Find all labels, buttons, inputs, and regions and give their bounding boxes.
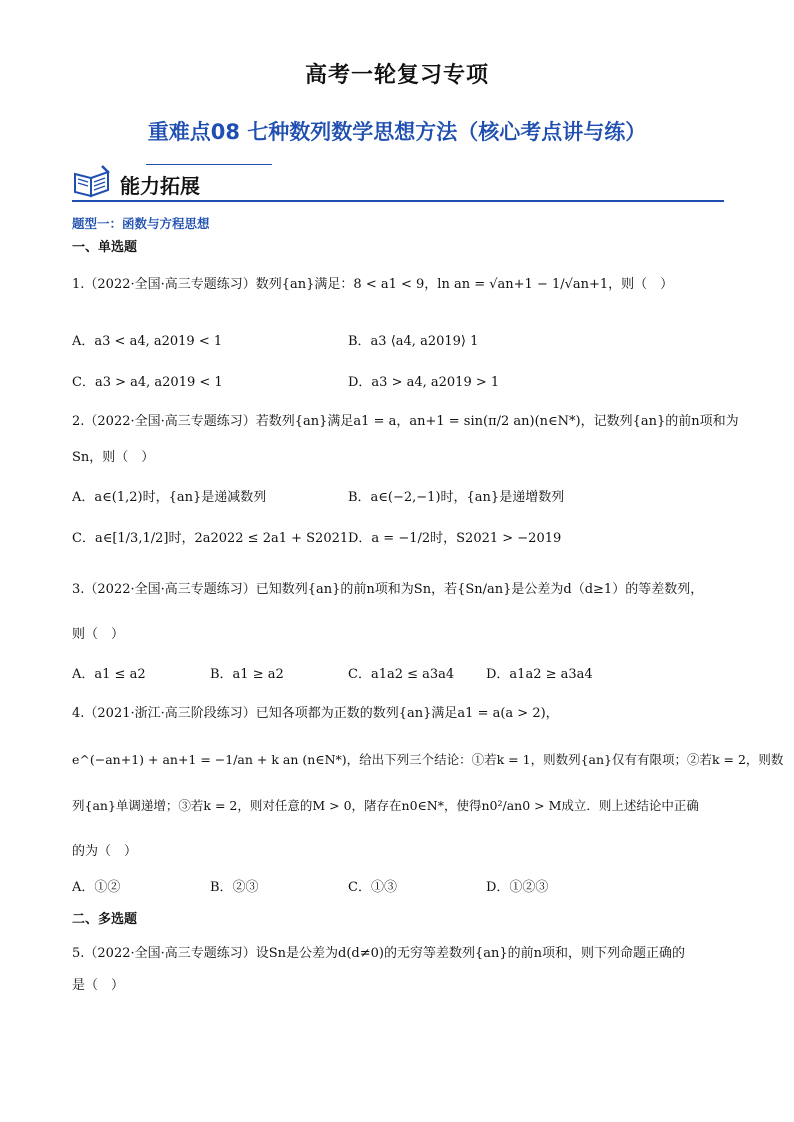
question-3-stem-line2: 则（ ） — [72, 627, 125, 642]
document-title: 高考一轮复习专项 — [304, 63, 489, 88]
question-4-option-d: D．①②③ — [486, 880, 549, 895]
section-underline — [72, 200, 724, 202]
part-heading-multiple-choice: 二、多选题 — [72, 912, 138, 927]
question-4-option-a: A．①② — [72, 880, 121, 895]
question-1-option-c: C．a3 > a4, a2019 < 1 — [72, 375, 223, 390]
question-2-option-c: C．a∈[1/3,1/2]时，2a2022 ≤ 2a1 + S2021 — [72, 531, 349, 546]
section-label: 能力拓展 — [120, 174, 200, 198]
question-2-option-b: B．a∈(−2,−1)时，{an}是递增数列 — [348, 490, 565, 505]
question-3-option-b: B．a1 ≥ a2 — [210, 667, 284, 682]
question-4-stem-line2: e^(−an+1) + an+1 = −1/an + k an (n∈N*)，给出下列三个结论：①若k = 1，则数列{an}仅有有限项；②若k = 2，则数 — [72, 752, 784, 767]
question-5-stem-line2: 是（ ） — [72, 978, 125, 993]
question-5-stem-line1: 5.（2022·全国·高三专题练习）设Sn是公差为d(d≠0)的无穷等差数列{an}的前n项和，则下列命题正确的 — [72, 946, 686, 961]
question-2-option-d: D．a = −1/2时，S2021 > −2019 — [348, 531, 562, 546]
book-icon — [72, 164, 112, 198]
question-4-option-b: B．②③ — [210, 880, 259, 895]
question-4-option-c: C．①③ — [348, 880, 397, 895]
question-4-stem-line4: 的为（ ） — [72, 844, 138, 859]
question-3-option-d: D．a1a2 ≥ a3a4 — [486, 667, 593, 682]
question-3-option-c: C．a1a2 ≤ a3a4 — [348, 667, 455, 682]
question-2-option-a: A．a∈(1,2)时，{an}是递减数列 — [72, 490, 267, 505]
question-1-option-d: D．a3 > a4, a2019 > 1 — [348, 375, 500, 390]
section-header — [72, 162, 724, 202]
question-4-stem-line1: 4.（2021·浙江·高三阶段练习）已知各项都为正数的数列{an}满足a1 = a(a > 2)， — [72, 706, 559, 721]
question-1-option-a: A．a3 < a4, a2019 < 1 — [72, 334, 223, 349]
question-3-stem-line1: 3.（2022·全国·高三专题练习）已知数列{an}的前n项和为Sn，若{Sn/an}是公差为d（d≥1）的等差数列， — [72, 582, 704, 597]
document-subtitle: 重难点08 七种数列数学思想方法（核心考点讲与练） — [147, 120, 647, 144]
question-2-stem-line1: 2.（2022·全国·高三专题练习）若数列{an}满足a1 = a，an+1 = sin(π/2 an)(n∈N*)，记数列{an}的前n项和为 — [72, 414, 739, 429]
question-4-stem-line3: 列{an}单调递增；③若k = 2，则对任意的M > 0，陼存在n0∈N*，使得n0²/an0 > M成立．则上述结论中正确 — [72, 798, 699, 813]
question-2-stem-line2: Sn，则（ ） — [72, 450, 155, 465]
section-top-rule — [146, 164, 272, 165]
question-1-option-b: B．a3 ⟨a4, a2019⟩ 1 — [348, 334, 479, 349]
problem-type-heading: 题型一：函数与方程思想 — [72, 216, 210, 231]
question-3-option-a: A．a1 ≤ a2 — [72, 667, 146, 682]
part-heading-single-choice: 一、单选题 — [72, 240, 138, 255]
question-1-stem: 1.（2022·全国·高三专题练习）数列{an}满足：8 < a1 < 9，ln an = √an+1 − 1/√an+1，则（ ） — [72, 277, 674, 292]
